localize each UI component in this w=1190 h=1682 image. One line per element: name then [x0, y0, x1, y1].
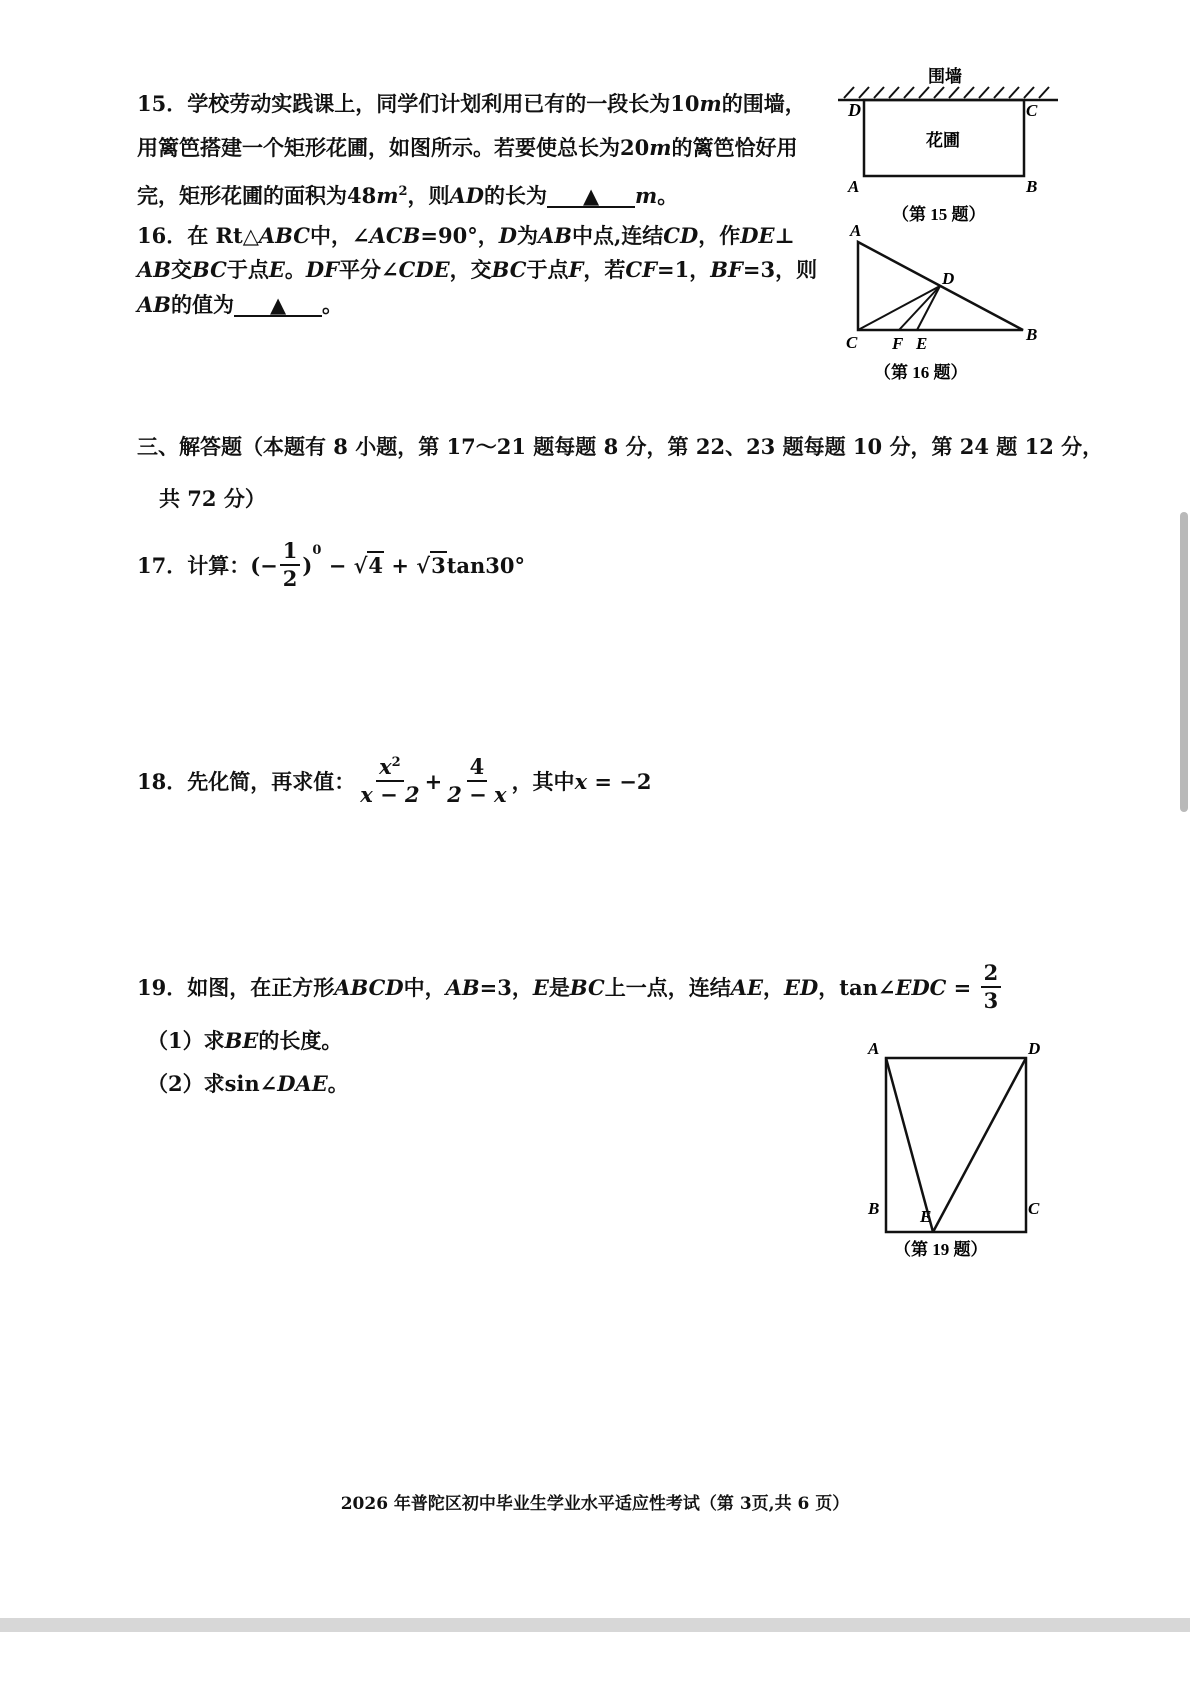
- q16-line1: [137, 225, 795, 246]
- q16-text: AB: [137, 292, 172, 317]
- q19-text: E: [532, 974, 549, 1000]
- q16-text: ，交: [449, 257, 492, 282]
- q15-text: 。: [657, 183, 679, 208]
- q15-text: 学校劳动实践课上，同学们计划利用已有的一段长为: [187, 91, 671, 116]
- q16-text: 平分∠: [339, 257, 399, 282]
- q19-text: 。: [327, 1071, 349, 1096]
- q15-exponent: 2: [398, 184, 408, 199]
- q19-number: 19．如图，在正方形: [137, 974, 335, 1000]
- q16-text: F: [568, 257, 584, 282]
- q16-text: 于点: [526, 257, 569, 282]
- point-c: C: [846, 333, 858, 352]
- q19-text: EDC: [895, 974, 947, 1000]
- q15-unit: m: [376, 183, 399, 208]
- figure-15-caption: （第 15 题）: [892, 205, 986, 224]
- q18-fraction-2: [444, 756, 509, 806]
- q16-text: 交: [171, 257, 193, 282]
- q17-fraction-den: 2: [282, 566, 298, 592]
- q17: [137, 540, 525, 590]
- q17-number: 17．计算：: [137, 552, 251, 578]
- q19-text: 上一点，连结: [604, 974, 731, 1000]
- q19-text: 的长度。: [258, 1028, 343, 1053]
- q15-line1: [137, 93, 806, 114]
- q18-fraction-1-num: [376, 756, 404, 782]
- point-d: D: [1028, 1039, 1041, 1058]
- q16-text: 的值为: [171, 292, 235, 317]
- answer-blank: ▲: [547, 185, 635, 208]
- point-b: B: [1026, 177, 1038, 196]
- q17-sqrt-3: √3: [416, 552, 446, 578]
- q19-part-1: [147, 1030, 342, 1051]
- wall-label: 围墙: [928, 67, 962, 86]
- square-abcd: [886, 1058, 1026, 1232]
- q15-text: ，则: [407, 183, 450, 208]
- q16-text: =1，: [657, 257, 711, 282]
- q16-text: DF: [305, 257, 340, 282]
- q16-text: BC: [491, 257, 527, 282]
- q18-fraction-2-num: 4: [467, 756, 488, 782]
- q15-line3: [137, 185, 678, 208]
- q18-fraction-2-den: 2 − x: [447, 782, 507, 808]
- q16-text: 中点,连结: [571, 223, 664, 248]
- q19-fraction-num: 2: [981, 962, 1002, 988]
- vertical-scrollbar[interactable]: [1180, 512, 1188, 812]
- q16-text: =90°，: [420, 223, 499, 248]
- figure-16-caption: （第 16 题）: [874, 363, 968, 382]
- point-e: E: [916, 334, 928, 353]
- q15-unit: m: [635, 183, 658, 208]
- point-c: C: [1028, 1199, 1040, 1218]
- q16-number: 16．: [137, 223, 188, 248]
- q18-operator: +: [424, 768, 443, 794]
- q15-text: 完，矩形花圃的面积为: [137, 183, 347, 208]
- q16-text: ，若: [583, 257, 626, 282]
- segment-ae: [886, 1058, 933, 1232]
- q18-number: 18．先化简，再求值：: [137, 768, 356, 794]
- point-c: C: [1026, 101, 1038, 120]
- q16-text: AB: [137, 257, 172, 282]
- q17-sqrt-4: √4: [353, 552, 384, 578]
- q19-text: =: [946, 974, 979, 1000]
- q18: [137, 756, 652, 806]
- q19-text: （2）求sin∠: [147, 1071, 278, 1096]
- q15-text: AD: [449, 183, 485, 208]
- figure-19-caption: （第 19 题）: [894, 1240, 988, 1259]
- q18-text: = −2: [587, 768, 652, 794]
- q16-text: BF: [710, 257, 743, 282]
- q19-text: BC: [569, 974, 605, 1000]
- q15-text: 的篱笆恰好用: [671, 135, 798, 160]
- q17-operator: −: [321, 552, 354, 578]
- q17-fraction-num: 1: [280, 540, 301, 566]
- q16-text: ABC: [258, 223, 311, 248]
- q16-text: AB: [537, 223, 572, 248]
- q19-fraction-den: 3: [983, 988, 999, 1014]
- q19-text: DAE: [277, 1071, 328, 1096]
- q19-text: ED: [784, 974, 819, 1000]
- wall-hatching: [844, 87, 1049, 98]
- q16-text: DE: [740, 223, 775, 248]
- q16-text: 。: [322, 292, 344, 317]
- q16-line3: [137, 294, 343, 317]
- page-footer: 2026 年普陀区初中毕业生学业水平适应性考试（第 3页,共 6 页）: [340, 1494, 850, 1514]
- figure-16: [838, 222, 1058, 387]
- q19-text: BE: [224, 1028, 259, 1053]
- q15-text: 的围墙，: [721, 91, 806, 116]
- q16-text: CF: [625, 257, 657, 282]
- figure-19: [860, 1032, 1060, 1268]
- q16-text: ，作: [698, 223, 741, 248]
- q15-number: 15．: [137, 91, 188, 116]
- point-a: A: [848, 177, 860, 196]
- q16-text: 于点: [226, 257, 269, 282]
- q16-text: 在 Rt△: [187, 223, 259, 248]
- q19-text: （1）求: [147, 1028, 225, 1053]
- segment-ed: [933, 1058, 1026, 1232]
- q17-fraction: [280, 540, 301, 590]
- q16-text: ⊥: [774, 223, 795, 248]
- q18-exponent: 2: [391, 755, 401, 770]
- q18-fraction-1-den: x − 2: [360, 782, 420, 808]
- point-e: E: [920, 1207, 932, 1226]
- q15-unit: m: [649, 135, 672, 160]
- q15-text: 用篱笆搭建一个矩形花圃，如图所示。若要使总长为: [137, 135, 620, 160]
- q15-text: 10: [670, 91, 700, 116]
- q19-fraction: [981, 962, 1002, 1012]
- q18-var: x: [379, 754, 392, 779]
- section-3-heading: 三、解答题（本题有 8 小题，第 17～21 题每题 8 分，第 22、23 题每题 10 分，第 24 题 12 分，: [137, 434, 1104, 459]
- q15-text: 的长为: [484, 183, 548, 208]
- q16-text: CD: [663, 223, 699, 248]
- q17-operator: +: [384, 552, 417, 578]
- q16-text: BC: [192, 257, 227, 282]
- answer-blank: ▲: [234, 294, 322, 317]
- q18-var: x: [574, 768, 588, 794]
- q16-text: =3，则: [742, 257, 818, 282]
- q19-text: ，: [763, 974, 785, 1000]
- q19-text: 中，: [403, 974, 446, 1000]
- q17-paren: (−: [250, 552, 278, 578]
- point-d: D: [848, 100, 861, 120]
- q18-text: ，其中: [511, 768, 575, 794]
- q16-text: 为: [516, 223, 538, 248]
- q19-text: =3，: [479, 974, 533, 1000]
- q16-text: 中，∠: [310, 223, 370, 248]
- q19-text: AB: [445, 974, 480, 1000]
- q16-text: 。: [284, 257, 306, 282]
- q19-part-2: [147, 1073, 349, 1094]
- q16-text: ACB: [369, 223, 421, 248]
- q18-fraction-1: [357, 756, 422, 806]
- point-b: B: [868, 1199, 880, 1218]
- q17-tan: tan30°: [446, 552, 526, 578]
- q16-text: E: [268, 257, 285, 282]
- q19-stem: [137, 962, 1003, 1012]
- q17-radicand: 3: [431, 552, 446, 578]
- q16-text: CDE: [398, 257, 450, 282]
- point-b: B: [1026, 325, 1038, 344]
- q15-line2: [137, 137, 797, 158]
- figure-15: [830, 58, 1080, 233]
- q16-text: D: [498, 223, 517, 248]
- garden-label: 花圃: [926, 131, 960, 150]
- point-d: D: [942, 269, 955, 288]
- point-a: A: [868, 1039, 880, 1058]
- q17-radicand: 4: [368, 552, 384, 578]
- q16-line2: [137, 259, 817, 280]
- horizontal-scrollbar-track[interactable]: [0, 1618, 1190, 1632]
- q17-paren: ): [302, 552, 313, 578]
- section-3-heading-cont: 共 72 分）: [159, 486, 266, 511]
- point-a: A: [850, 222, 862, 240]
- q19-text: AE: [730, 974, 764, 1000]
- q15-unit: m: [699, 91, 722, 116]
- q15-text: 20: [620, 135, 650, 160]
- q19-text: ABCD: [334, 974, 404, 1000]
- q19-text: ，tan∠: [818, 974, 896, 1000]
- point-f: F: [892, 334, 904, 353]
- q17-exponent: 0: [312, 543, 322, 558]
- q19-text: 是: [548, 974, 570, 1000]
- q15-text: 48: [347, 183, 377, 208]
